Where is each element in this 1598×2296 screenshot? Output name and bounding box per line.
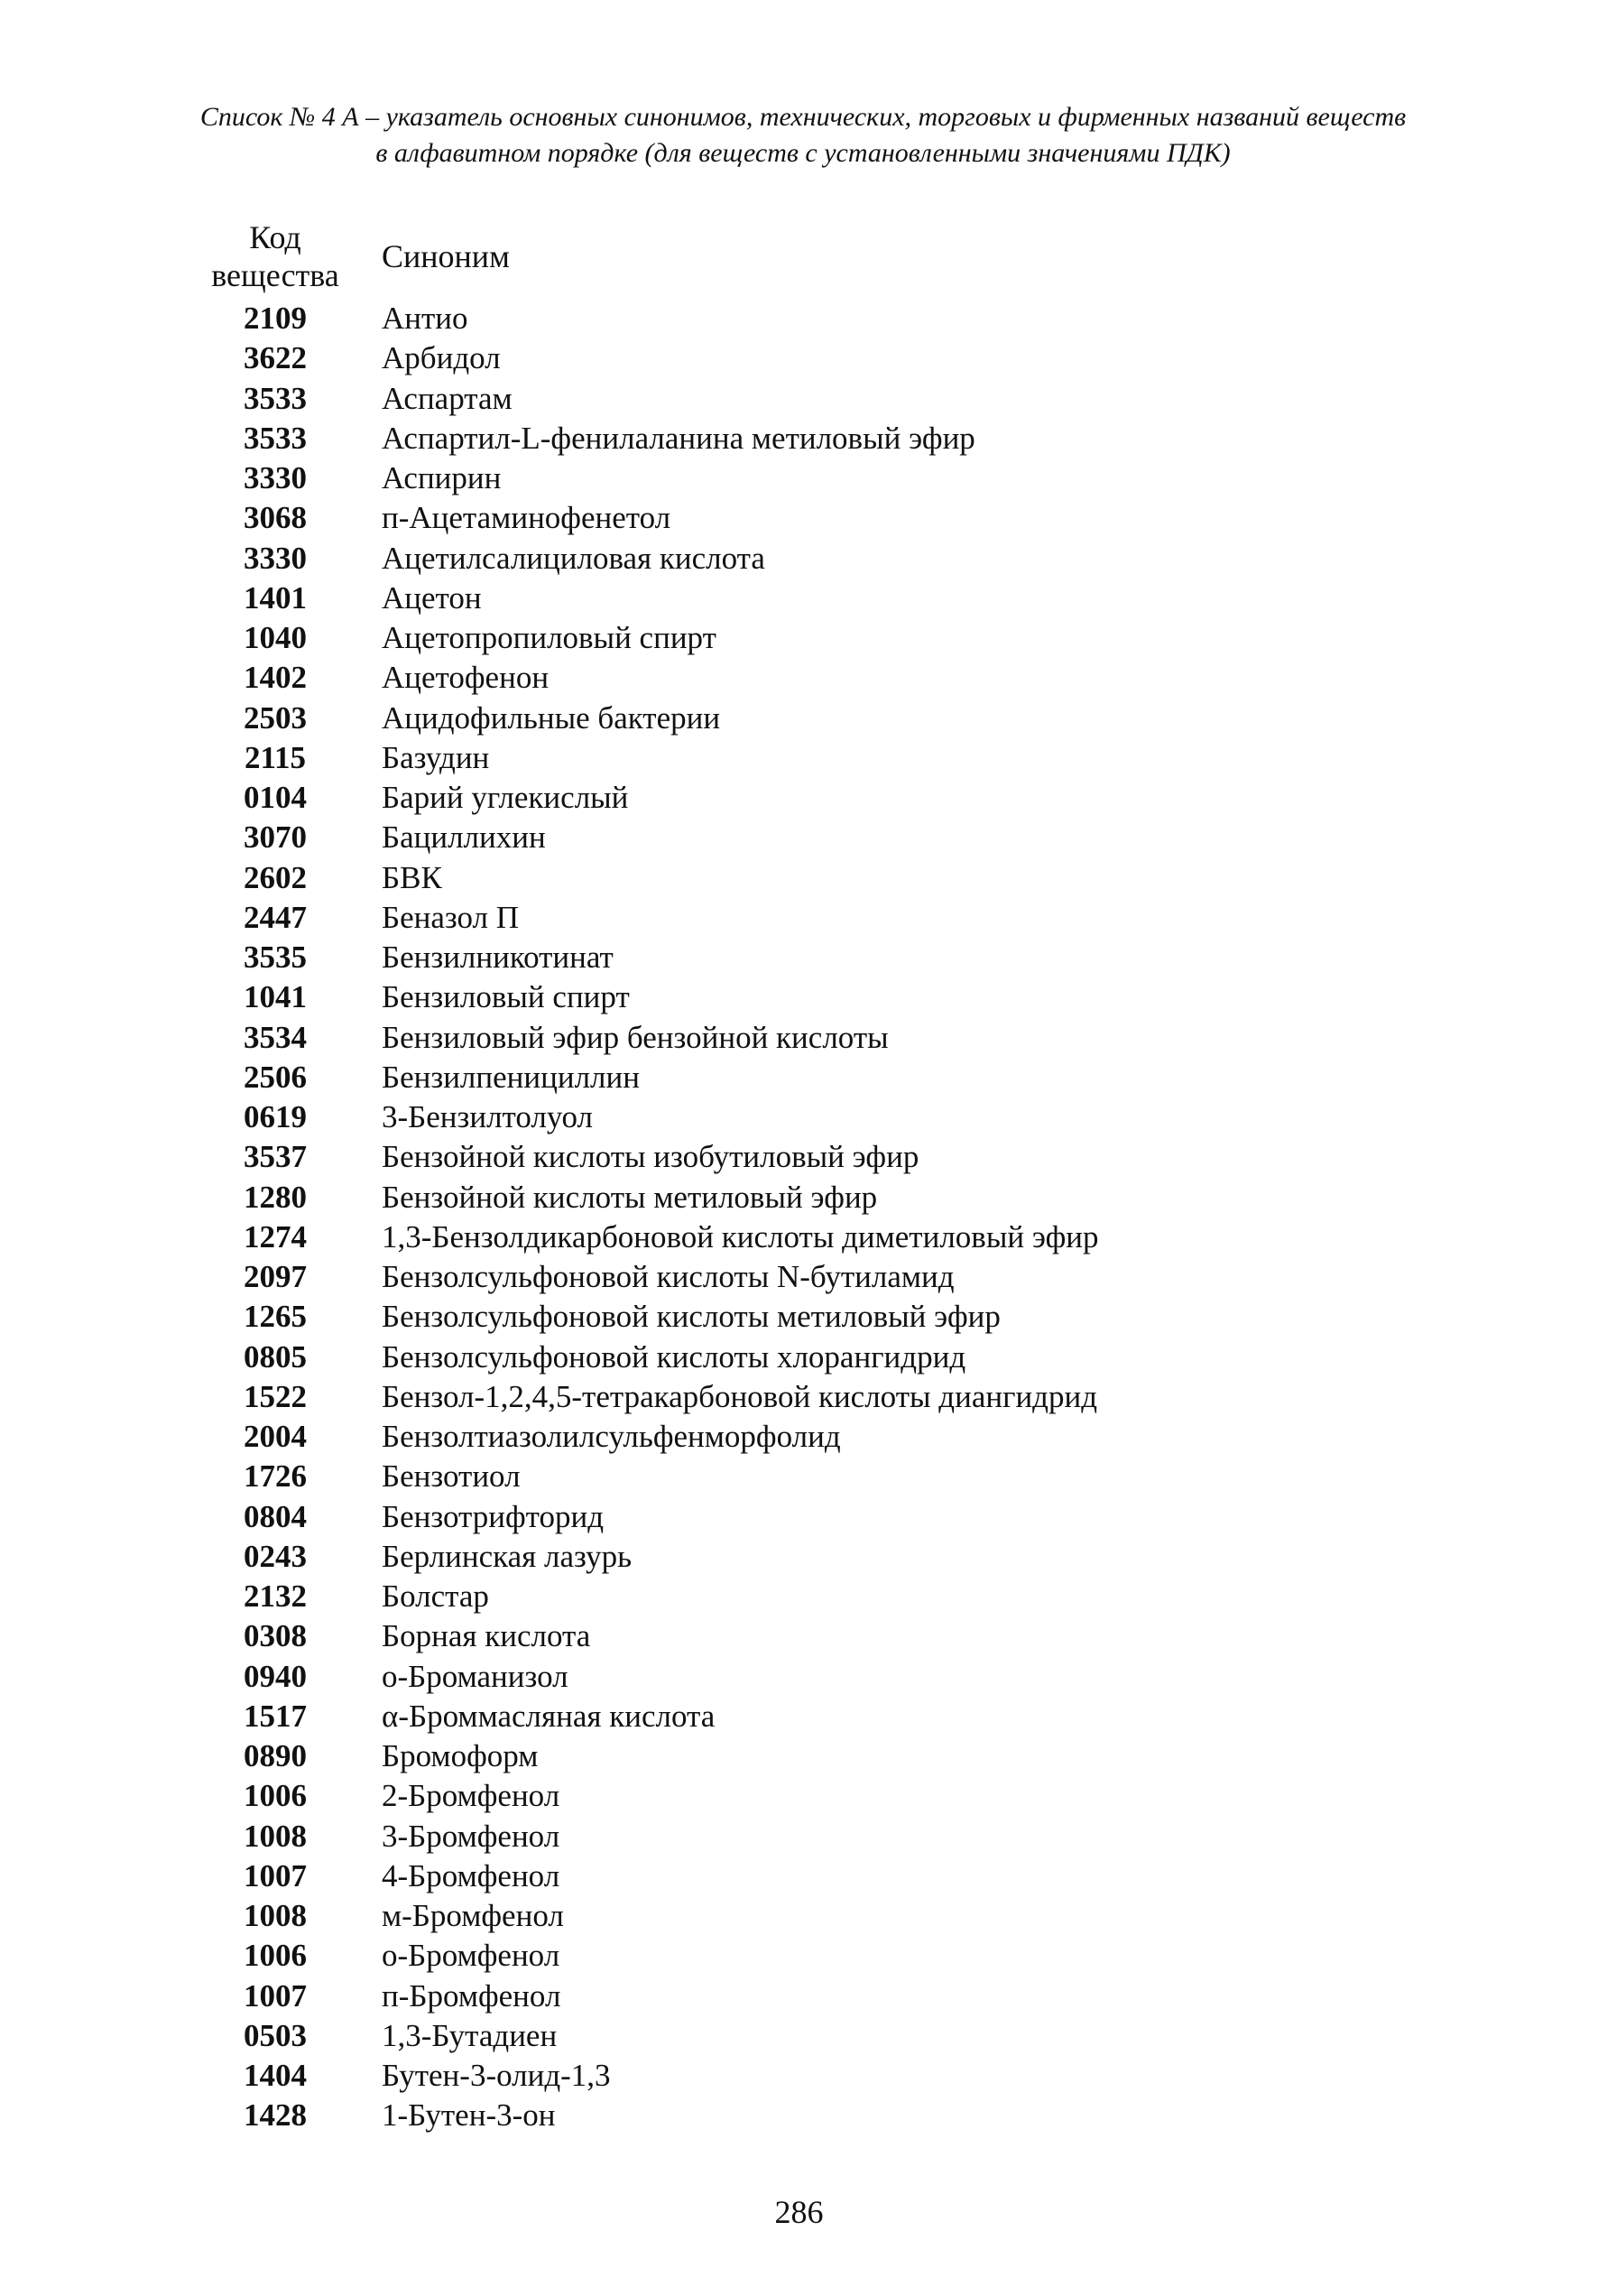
substance-synonym: Беназол П: [382, 899, 520, 935]
table-row: [185, 419, 1099, 458]
substance-synonym: Бензиловый эфир бензойной кислоты: [382, 1019, 889, 1055]
table-row: [185, 1497, 1099, 1537]
substance-code: 1428: [244, 2097, 307, 2134]
table-row: [185, 1377, 1099, 1417]
substance-code: 2097: [244, 1259, 307, 1295]
substance-synonym: Борная кислота: [382, 1618, 591, 1654]
substance-synonym: 4-Бромфенол: [382, 1857, 560, 1893]
substance-code: 1008: [244, 1818, 307, 1854]
header-line-1: Список № 4 А – указатель основных синонимов, технических, торговых и фирменных названий веществ: [199, 102, 1407, 132]
substance-synonym: Бензолтиазолилсульфенморфолид: [382, 1419, 841, 1455]
substance-synonym: 3-Бензилтолуол: [382, 1099, 594, 1135]
substance-code: 3330: [244, 460, 307, 496]
substance-code: 1040: [244, 620, 307, 656]
substance-synonym: Берлинская лазурь: [382, 1538, 633, 1574]
table-row: [185, 1297, 1099, 1337]
substance-code: 3535: [244, 940, 307, 976]
substance-synonym: БВК: [382, 859, 442, 895]
substance-code: 0804: [244, 1498, 307, 1534]
substance-code: 1006: [244, 1938, 307, 1974]
substance-synonym: Ацетилсалициловая кислота: [382, 540, 765, 576]
substance-code: 0940: [244, 1658, 307, 1694]
substance-synonym: Бензолсульфоновой кислоты метиловый эфир: [382, 1299, 1001, 1335]
substance-code: 1522: [244, 1378, 307, 1414]
substance-code: 0890: [244, 1738, 307, 1774]
substance-code: 3068: [244, 500, 307, 536]
substance-code: 2503: [244, 699, 307, 736]
substance-code: 0805: [244, 1338, 307, 1375]
table-row: [185, 379, 1099, 419]
substance-code: 1726: [244, 1458, 307, 1495]
substance-code: 1280: [244, 1179, 307, 1215]
substance-code: 1041: [244, 979, 307, 1015]
substance-code: 2602: [244, 859, 307, 895]
table-row: [185, 498, 1099, 538]
substance-code: 3533: [244, 420, 307, 456]
table-row: [185, 1257, 1099, 1297]
substance-synonym: п-Ацетаминофенетол: [382, 500, 671, 536]
table-row: [185, 1776, 1099, 1816]
substance-code: 3534: [244, 1019, 307, 1055]
substance-synonym: Бензилникотинат: [382, 940, 614, 976]
substance-code: 2109: [244, 301, 307, 337]
table-row: [185, 539, 1099, 579]
substance-code: 1401: [244, 579, 307, 616]
substance-code: 3537: [244, 1139, 307, 1175]
synonym-column-header: Синоним: [382, 238, 510, 274]
substance-synonym: Бутен-3-олид-1,3: [382, 2058, 611, 2094]
table-row: [185, 1817, 1099, 1856]
table-row: [185, 699, 1099, 738]
substance-synonym: 3-Бромфенол: [382, 1818, 560, 1854]
substance-code: 2132: [244, 1578, 307, 1615]
substance-synonym: 1-Бутен-3-он: [382, 2097, 556, 2134]
table-row: [185, 338, 1099, 378]
table-row: [185, 1657, 1099, 1697]
substance-synonym: Аспирин: [382, 460, 502, 496]
substance-code: 1007: [244, 1857, 307, 1893]
table-row: [185, 1736, 1099, 1776]
table-row: [185, 1896, 1099, 1936]
table-row: [185, 977, 1099, 1017]
substance-synonym: Барий углекислый: [382, 780, 629, 816]
table-row: [185, 1697, 1099, 1736]
table-row: [185, 1178, 1099, 1217]
substance-code: 3533: [244, 380, 307, 416]
substance-code: 1006: [244, 1778, 307, 1814]
substance-synonym: Бензолсульфоновой кислоты N-бутиламид: [382, 1259, 955, 1295]
substance-synonym: Бензилпенициллин: [382, 1059, 640, 1095]
substance-synonym: Бензойной кислоты изобутиловый эфир: [382, 1139, 919, 1175]
substance-synonym: Аспартил-L-фенилаланина метиловый эфир: [382, 420, 975, 456]
code-header-line-1: Код: [249, 219, 301, 255]
substance-synonym: Антио: [382, 301, 468, 337]
substance-code: 3622: [244, 340, 307, 376]
table-row: [185, 1137, 1099, 1177]
table-header-row: [185, 214, 1099, 299]
table-row: [185, 858, 1099, 898]
substance-synonym: м-Бромфенол: [382, 1898, 564, 1934]
code-header-line-2: вещества: [211, 257, 339, 293]
substance-synonym: Болстар: [382, 1578, 489, 1615]
code-column-header: [185, 214, 365, 299]
table-row: [185, 1457, 1099, 1496]
substance-synonym: Бензотрифторид: [382, 1498, 605, 1534]
substance-code: 0308: [244, 1618, 307, 1654]
table-row: [185, 1217, 1099, 1257]
substance-synonym: 2-Бромфенол: [382, 1778, 560, 1814]
substance-code: 1274: [244, 1218, 307, 1254]
substance-code: 1008: [244, 1898, 307, 1934]
header-line-2: в алфавитном порядке (для веществ с установленными значениями ПДК): [375, 138, 1231, 168]
substance-code: 1517: [244, 1698, 307, 1734]
table-row: [185, 1856, 1099, 1896]
page-number: 286: [774, 2194, 824, 2230]
substance-code: 0104: [244, 780, 307, 816]
table-row: [185, 458, 1099, 498]
substance-synonym: Бензолсульфоновой кислоты хлорангидрид: [382, 1338, 966, 1375]
substance-synonym: 1,3-Бутадиен: [382, 2017, 558, 2053]
table-row: [185, 1936, 1099, 1976]
substance-code: 2506: [244, 1059, 307, 1095]
substance-synonym: п-Бромфенол: [382, 1977, 561, 2014]
table-row: [185, 1616, 1099, 1656]
substance-code: 0619: [244, 1099, 307, 1135]
table-row: [185, 898, 1099, 938]
substance-code: 1404: [244, 2058, 307, 2094]
substance-code: 1402: [244, 660, 307, 696]
substance-code: 2447: [244, 899, 307, 935]
substance-synonym: Арбидол: [382, 340, 501, 376]
substance-synonym: Ацетопропиловый спирт: [382, 620, 716, 656]
table-row: [185, 1338, 1099, 1377]
substance-synonym: Аспартам: [382, 380, 513, 416]
table-row: [185, 1977, 1099, 2016]
substance-code: 2115: [244, 739, 307, 775]
table-row: [185, 2016, 1099, 2056]
substance-synonym: Базудин: [382, 739, 490, 775]
table-row: [185, 2096, 1099, 2135]
table-row: [185, 1097, 1099, 1137]
table-row: [185, 778, 1099, 818]
substance-synonym: о-Бромфенол: [382, 1938, 560, 1974]
synonym-index-table: [185, 214, 1099, 2136]
table-row: [185, 1058, 1099, 1097]
table-row: [185, 618, 1099, 658]
substance-synonym: Бромоформ: [382, 1738, 539, 1774]
substance-code: 2004: [244, 1419, 307, 1455]
substance-synonym: Ацетон: [382, 579, 482, 616]
substance-code: 1265: [244, 1299, 307, 1335]
table-row: [185, 938, 1099, 977]
substance-synonym: Бензиловый спирт: [382, 979, 630, 1015]
substance-synonym: 1,3-Бензолдикарбоновой кислоты диметиловый эфир: [382, 1218, 1099, 1254]
table-row: [185, 818, 1099, 857]
table-row: [185, 1577, 1099, 1616]
substance-code: 3070: [244, 819, 307, 856]
table-row: [185, 658, 1099, 698]
table-row: [185, 1018, 1099, 1058]
substance-synonym: Ацетофенон: [382, 660, 550, 696]
table-row: [185, 2056, 1099, 2096]
substance-code: 3330: [244, 540, 307, 576]
substance-synonym: Бациллихин: [382, 819, 546, 856]
table-row: [185, 1537, 1099, 1577]
substance-code: 0243: [244, 1538, 307, 1574]
substance-synonym: Бензотиол: [382, 1458, 521, 1495]
table-row: [185, 1417, 1099, 1457]
substance-code: 1007: [244, 1977, 307, 2014]
table-row: [185, 738, 1099, 778]
table-row: [185, 579, 1099, 618]
table-body: [185, 299, 1099, 2136]
substance-synonym: Бензойной кислоты метиловый эфир: [382, 1179, 878, 1215]
page-header: [126, 99, 1480, 171]
substance-synonym: Ацидофильные бактерии: [382, 699, 721, 736]
substance-code: 0503: [244, 2017, 307, 2053]
table-row: [185, 299, 1099, 338]
substance-synonym: о-Броманизол: [382, 1658, 568, 1694]
substance-synonym: Бензол-1,2,4,5-тетракарбоновой кислоты диангидрид: [382, 1378, 1098, 1414]
substance-synonym: α-Броммасляная кислота: [382, 1698, 716, 1734]
